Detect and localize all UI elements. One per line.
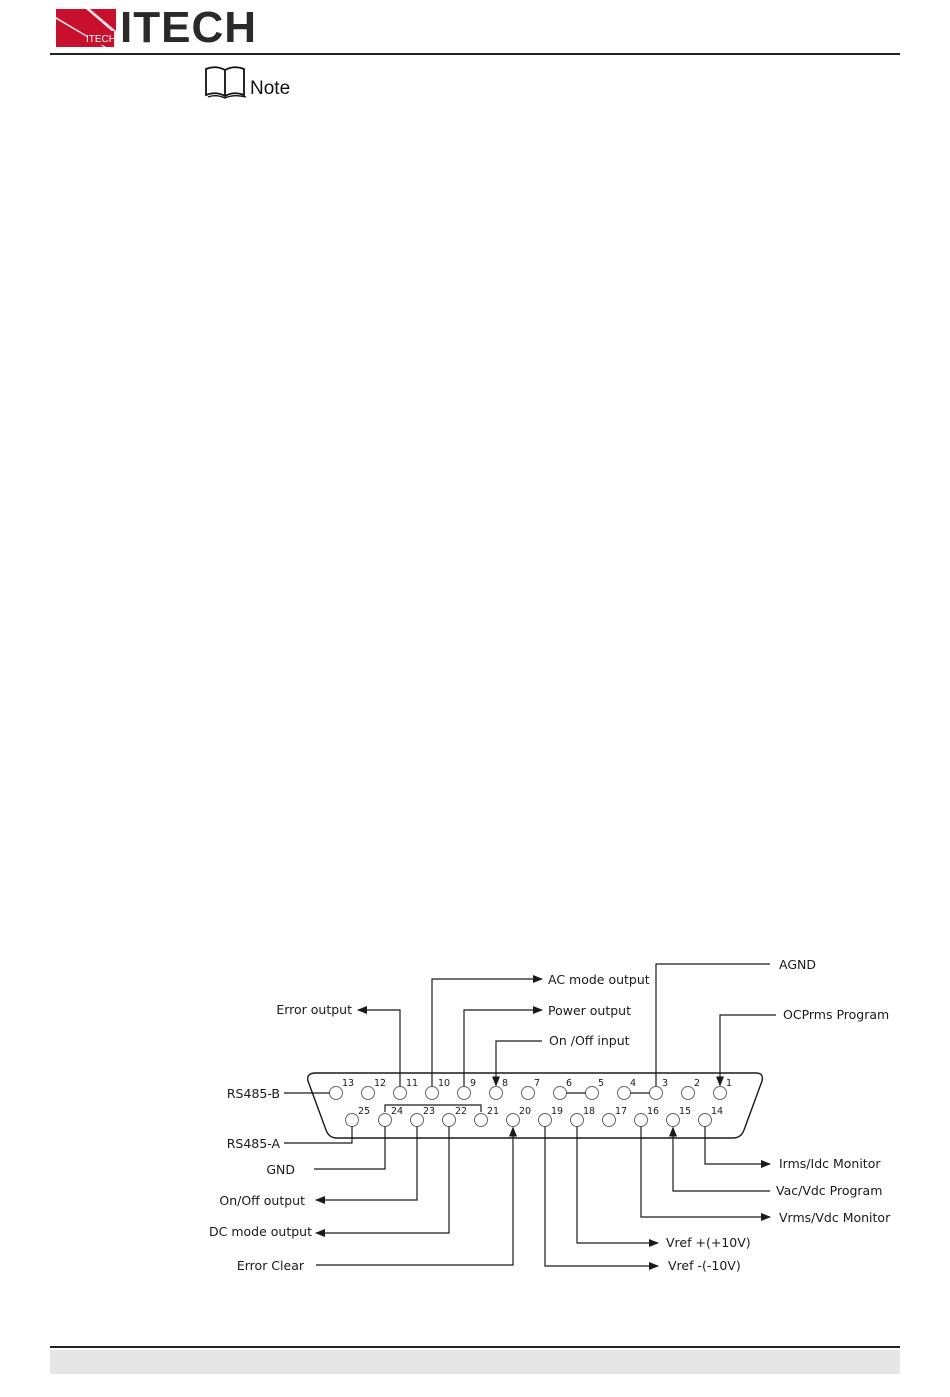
db25-diagram-svg	[200, 950, 910, 1280]
pin-number-16: 16	[647, 1106, 660, 1117]
pin-13	[330, 1087, 343, 1100]
pin-number-9: 9	[470, 1078, 477, 1089]
pin-number-18: 18	[583, 1106, 596, 1117]
pin-25	[346, 1114, 359, 1127]
label-error-clear: Error Clear	[236, 1258, 304, 1273]
db25-pin-diagram	[200, 950, 910, 1280]
pin-2	[682, 1087, 695, 1100]
pin-14	[699, 1114, 712, 1127]
pin-number-8: 8	[502, 1078, 509, 1089]
logo-wordmark: ITECH	[120, 3, 257, 52]
pin-10	[426, 1087, 439, 1100]
pin-number-22: 22	[455, 1106, 468, 1117]
header-divider	[50, 53, 900, 55]
pin-6	[554, 1087, 567, 1100]
wire-vac-vdc-program	[673, 1128, 770, 1192]
pin-number-19: 19	[551, 1106, 564, 1117]
pin-number-25: 25	[358, 1106, 371, 1117]
page-footer	[50, 1346, 900, 1376]
wire-ocprms-program	[720, 1015, 776, 1086]
pin-number-4: 4	[630, 1078, 637, 1089]
pin-23	[411, 1114, 424, 1127]
label-dc-mode-output: DC mode output	[209, 1224, 312, 1239]
connector-pins	[330, 1078, 733, 1127]
pin-number-1: 1	[726, 1078, 733, 1089]
note-label: Note	[250, 78, 291, 99]
page-header	[0, 0, 950, 60]
wire-rs485-a	[284, 1127, 352, 1144]
footer-divider	[50, 1346, 900, 1348]
pin-1	[714, 1087, 727, 1100]
pin-8	[490, 1087, 503, 1100]
label-vac-vdc-program: Vac/Vdc Program	[776, 1183, 883, 1198]
pin-17	[603, 1114, 616, 1127]
label-rs485-b: RS485-B	[226, 1086, 280, 1101]
wire-error-output	[358, 1010, 400, 1087]
pin-18	[571, 1114, 584, 1127]
pin-number-23: 23	[423, 1106, 436, 1117]
pin-number-11: 11	[406, 1078, 419, 1089]
pin-21	[475, 1114, 488, 1127]
pin-number-20: 20	[519, 1106, 532, 1117]
label-ocprms-program: OCPrms Program	[783, 1007, 890, 1022]
itech-logo	[56, 3, 257, 52]
pin-number-7: 7	[534, 1078, 541, 1089]
label-vref-pos: Vref +(+10V)	[666, 1235, 751, 1250]
pin-number-15: 15	[679, 1106, 692, 1117]
pin-4	[618, 1087, 631, 1100]
pin-9	[458, 1087, 471, 1100]
wire-gnd	[314, 1127, 385, 1170]
label-vref-neg: Vref -(-10V)	[668, 1258, 741, 1273]
logo-badge-text: ITECH	[86, 34, 116, 45]
label-rs485-a: RS485-A	[226, 1136, 280, 1151]
pin-16	[635, 1114, 648, 1127]
pin-19	[539, 1114, 552, 1127]
pin-20	[507, 1114, 520, 1127]
wire-error-clear	[316, 1128, 513, 1266]
label-irms-idc-monitor: Irms/Idc Monitor	[779, 1156, 881, 1171]
footer-bar	[50, 1350, 900, 1374]
pin-5	[586, 1087, 599, 1100]
label-vrms-vdc-monitor: Vrms/Vdc Monitor	[779, 1210, 891, 1225]
wire-agnd	[656, 964, 770, 1087]
book-icon	[204, 65, 248, 99]
pin-15	[667, 1114, 680, 1127]
pin-24	[379, 1114, 392, 1127]
pin-number-12: 12	[374, 1078, 387, 1089]
label-gnd: GND	[266, 1162, 295, 1177]
wire-vref-pos	[577, 1127, 658, 1244]
pin-number-3: 3	[662, 1078, 669, 1089]
label-on-off-output: On/Off output	[219, 1193, 305, 1208]
label-power-output: Power output	[548, 1003, 631, 1018]
pin-11	[394, 1087, 407, 1100]
logo-mark	[56, 9, 116, 47]
pin-7	[522, 1087, 535, 1100]
pin-12	[362, 1087, 375, 1100]
pin-number-13: 13	[342, 1078, 355, 1089]
pin-number-10: 10	[438, 1078, 451, 1089]
wire-power-output	[464, 1010, 542, 1087]
logo-swoosh-icon	[56, 9, 116, 47]
pin-number-2: 2	[694, 1078, 701, 1089]
label-error-output: Error output	[276, 1002, 352, 1017]
label-agnd: AGND	[779, 957, 816, 972]
label-on-off-input: On /Off input	[549, 1033, 630, 1048]
pin-number-24: 24	[391, 1106, 404, 1117]
pin-number-17: 17	[615, 1106, 628, 1117]
pin-number-14: 14	[711, 1106, 724, 1117]
pin-number-5: 5	[598, 1078, 605, 1089]
wire-irms-idc-monitor	[705, 1127, 770, 1165]
label-ac-mode-output: AC mode output	[548, 972, 650, 987]
note-callout	[204, 65, 290, 99]
pin-number-6: 6	[566, 1078, 573, 1089]
pin-3	[650, 1087, 663, 1100]
pin-number-21: 21	[487, 1106, 500, 1117]
wire-ac-mode-output	[432, 979, 542, 1087]
pin-22	[443, 1114, 456, 1127]
